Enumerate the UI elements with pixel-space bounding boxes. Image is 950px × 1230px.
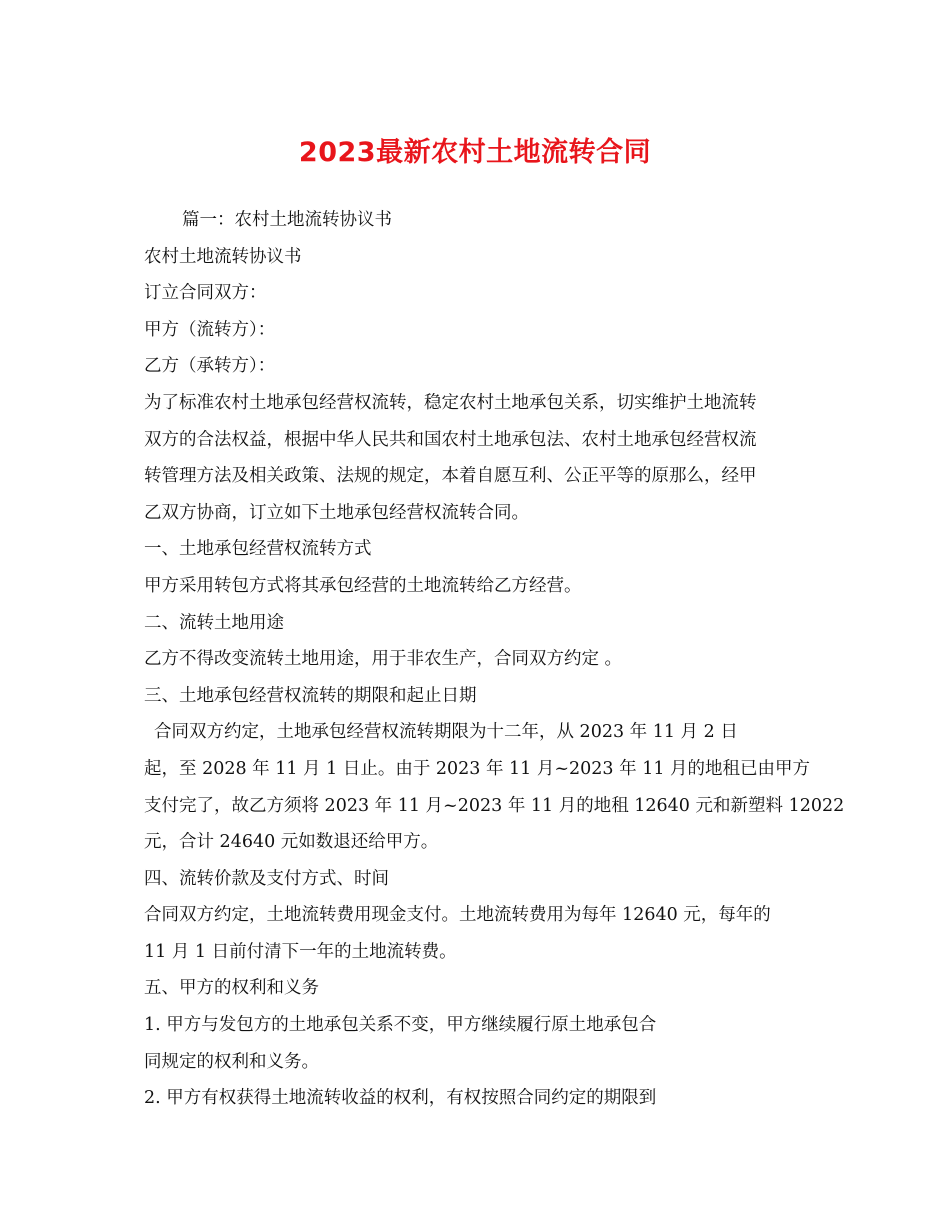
document-title: 2023最新农村土地流转合同 — [298, 137, 652, 168]
text-line: 乙双方协商，订立如下土地承包经营权流转合同。 — [144, 502, 529, 523]
agreement-title: 农村土地流转协议书 — [144, 246, 302, 267]
text-line: 合同双方约定，土地承包经营权流转期限为十二年，从 2023 年 11 月 2 日 — [154, 722, 738, 743]
clause-heading: 一、土地承包经营权流转方式 — [144, 539, 372, 560]
party-a-line: 甲方（流转方）： — [144, 319, 276, 340]
list-item: 1. 甲方与发包方的土地承包关系不变，甲方继续履行原土地承包合 — [144, 1015, 657, 1036]
clause-heading: 二、流转土地用途 — [144, 612, 284, 633]
text-line: 转管理方法及相关政策、法规的规定，本着自愿互利、公正平等的原那么，经甲 — [144, 466, 757, 487]
clause-heading: 三、土地承包经营权流转的期限和起止日期 — [144, 685, 477, 706]
party-b-line: 乙方（承转方）： — [144, 356, 276, 377]
text-line: 甲方采用转包方式将其承包经营的土地流转给乙方经营。 — [144, 575, 582, 596]
list-item: 2. 甲方有权获得土地流转收益的权利，有权按照合同约定的期限到 — [144, 1088, 657, 1109]
document-body — [144, 202, 845, 1117]
text-line: 合同双方约定，土地流转费用现金支付。土地流转费用为每年 12640 元，每年的 — [144, 905, 771, 926]
text-line: 11 月 1 日前付清下一年的土地流转费。 — [144, 941, 457, 962]
clause-heading: 五、甲方的权利和义务 — [144, 978, 319, 999]
text-line: 双方的合法权益，根据中华人民共和国农村土地承包法、农村土地承包经营权流 — [144, 429, 757, 450]
section-heading: 篇一：农村土地流转协议书 — [182, 210, 392, 230]
text-line: 起，至 2028 年 11 月 1 日止。由于 2023 年 11 月~2023 年 11 月的地租已由甲方 — [144, 758, 811, 779]
text-line: 支付完了，故乙方须将 2023 年 11 月~2023 年 11 月的地租 12640 元和新塑料 12022 — [144, 795, 845, 816]
text-line: 元，合计 24640 元如数退还给甲方。 — [144, 832, 439, 853]
text-line: 为了标准农村土地承包经营权流转，稳定农村土地承包关系，切实维护土地流转 — [144, 392, 757, 413]
text-line: 订立合同双方： — [144, 283, 267, 304]
clause-heading: 四、流转价款及支付方式、时间 — [144, 868, 389, 889]
text-line: 同规定的权利和义务。 — [144, 1051, 319, 1072]
text-line: 乙方不得改变流转土地用途，用于非农生产，合同双方约定 。 — [144, 649, 623, 670]
